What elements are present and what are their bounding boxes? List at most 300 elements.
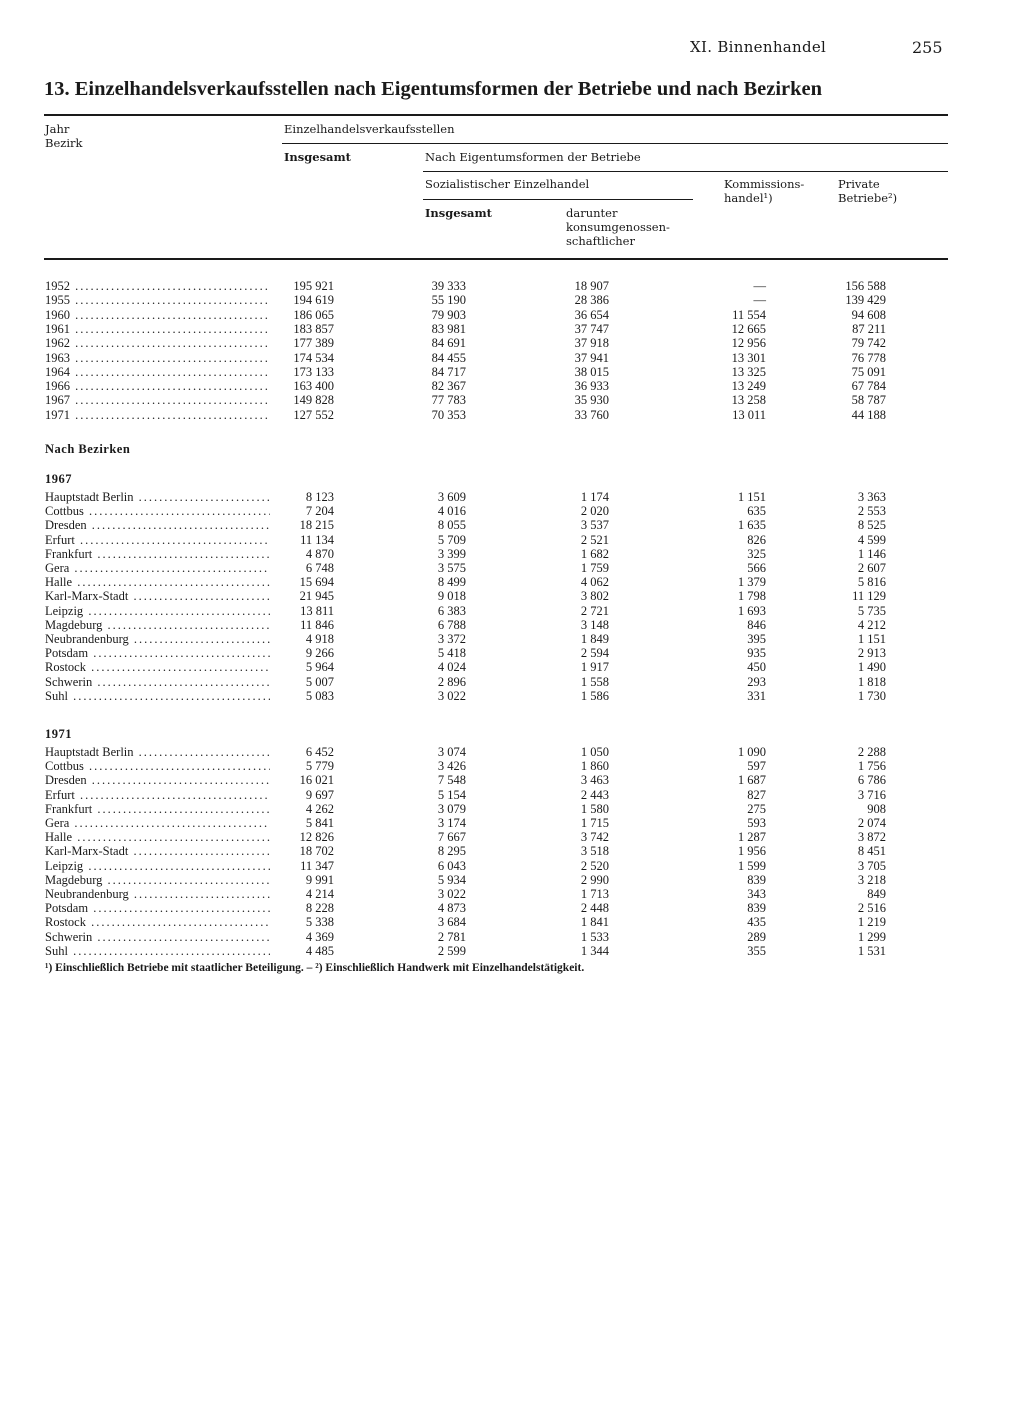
table-cell: 4 262 (305, 801, 334, 816)
table-cell: 1 693 (737, 603, 766, 618)
table-cell: 395 (747, 632, 766, 646)
header-rule-sozialistisch (423, 199, 693, 200)
row-label (45, 533, 270, 547)
table-cell: 1 756 (857, 759, 886, 774)
row-label-text: Karl-Marx-Stadt (45, 589, 129, 604)
table-cell: 83 981 (431, 321, 466, 336)
table-row (0, 660, 1024, 674)
table-cell: 3 609 (437, 490, 466, 504)
table-cell: 4 870 (305, 546, 334, 561)
table-cell: 70 353 (431, 407, 466, 422)
table-cell: 28 386 (574, 293, 609, 308)
row-label (45, 336, 270, 350)
table-row (0, 802, 1024, 816)
row-label-text: Karl-Marx-Stadt (45, 844, 129, 859)
table-cell: 2 020 (580, 504, 609, 519)
row-label-text: Cottbus (45, 759, 84, 774)
row-label (45, 915, 270, 929)
table-cell: 343 (747, 887, 766, 901)
table-cell: 1 090 (737, 745, 766, 759)
table-cell: — (753, 279, 766, 293)
table-cell: 87 211 (852, 321, 886, 336)
section-year-1967: 1967 (45, 472, 72, 486)
table-cell: 4 599 (857, 532, 886, 547)
table-cell: 3 174 (437, 816, 466, 830)
table-cell: 2 448 (580, 901, 609, 916)
row-label (45, 646, 270, 660)
table-cell: 3 537 (580, 518, 609, 533)
table-row (0, 830, 1024, 844)
table-cell: 849 (867, 887, 886, 901)
row-label-text: Frankfurt (45, 546, 93, 561)
row-label-text: Suhl (45, 688, 68, 703)
table-row (0, 293, 1024, 307)
table-cell: 5 007 (305, 674, 334, 689)
table-row (0, 844, 1024, 858)
table-cell: 3 148 (580, 617, 609, 632)
table-cell: 18 907 (574, 279, 609, 293)
table-cell: 18 215 (299, 518, 334, 533)
row-label (45, 859, 270, 873)
row-label (45, 322, 270, 336)
table-row (0, 901, 1024, 915)
table-cell: 6 748 (305, 561, 334, 575)
table-cell: 1 759 (580, 561, 609, 575)
table-cell: 84 717 (431, 364, 466, 379)
table-row (0, 745, 1024, 759)
table-cell: 1 713 (580, 887, 609, 901)
table-cell: 139 429 (845, 293, 886, 308)
table-cell: 1 586 (580, 688, 609, 703)
table-cell: 289 (747, 929, 766, 944)
table-cell: 2 599 (437, 943, 466, 958)
row-label (45, 393, 270, 407)
table-row (0, 547, 1024, 561)
table-cell: 67 784 (851, 379, 886, 394)
row-label (45, 773, 270, 787)
table-cell: 1 174 (580, 490, 609, 504)
row-label (45, 844, 270, 858)
table-cell: 9 697 (305, 787, 334, 802)
table-row (0, 533, 1024, 547)
header-einzelhandel: Einzelhandelsverkaufsstellen (284, 122, 455, 136)
row-label-text: Leipzig (45, 603, 84, 618)
table-cell: 2 594 (580, 646, 609, 661)
table-row (0, 393, 1024, 407)
table-cell: 597 (747, 759, 766, 774)
table-cell: 58 787 (851, 393, 886, 408)
table-cell: 325 (747, 546, 766, 561)
table-cell: 94 608 (851, 307, 886, 322)
row-label (45, 547, 270, 561)
row-label-text: 1952 (45, 279, 70, 293)
row-label (45, 504, 270, 518)
header-bottom-rule (44, 258, 948, 260)
table-cell: 3 742 (580, 830, 609, 845)
table-cell: 38 015 (574, 364, 609, 379)
row-label (45, 675, 270, 689)
table-cell: 5 418 (437, 646, 466, 661)
row-label-text: 1967 (45, 393, 70, 408)
table-cell: 6 383 (437, 603, 466, 618)
row-label (45, 745, 270, 759)
table-cell: 12 665 (731, 321, 766, 336)
row-label-text: Hauptstadt Berlin (45, 490, 134, 504)
table-cell: 4 214 (305, 887, 334, 901)
table-row (0, 518, 1024, 532)
table-row (0, 279, 1024, 293)
row-label-text: 1966 (45, 379, 70, 394)
row-label-text: Erfurt (45, 787, 75, 802)
table-cell: 1 050 (580, 745, 609, 759)
table-cell: 4 918 (305, 632, 334, 646)
table-row (0, 675, 1024, 689)
table-row (0, 859, 1024, 873)
page-number: 255 (912, 38, 943, 57)
row-label-text: Schwerin (45, 674, 93, 689)
row-label-text: Potsdam (45, 901, 89, 916)
table-cell: 435 (747, 915, 766, 930)
header-sozialistisch: Sozialistischer Einzelhandel (425, 177, 590, 191)
table-cell: 2 781 (437, 929, 466, 944)
row-label-text: Rostock (45, 915, 86, 930)
table-cell: 13 258 (731, 393, 766, 408)
table-row (0, 351, 1024, 365)
row-label-text: Hauptstadt Berlin (45, 745, 134, 759)
table-cell: 1 687 (737, 773, 766, 788)
table-cell: 8 451 (857, 844, 886, 859)
table-cell: 44 188 (851, 407, 886, 422)
row-label-text: Halle (45, 575, 73, 590)
table-cell: 839 (747, 872, 766, 887)
table-cell: 11 347 (300, 858, 334, 873)
table-cell: 3 022 (437, 688, 466, 703)
row-label (45, 279, 270, 293)
header-darunter-3: schaftlicher (566, 234, 635, 248)
row-label-text: 1964 (45, 364, 70, 379)
row-label (45, 308, 270, 322)
table-cell: 2 553 (857, 504, 886, 519)
table-cell: 21 945 (299, 589, 334, 604)
table-row (0, 773, 1024, 787)
table-cell: 4 212 (857, 617, 886, 632)
table-row (0, 887, 1024, 901)
table-cell: 3 802 (580, 589, 609, 604)
table-cell: 13 301 (731, 350, 766, 365)
table-cell: 2 607 (857, 561, 886, 575)
table-row (0, 930, 1024, 944)
table-cell: 3 463 (580, 773, 609, 788)
table-cell: 13 011 (732, 407, 766, 422)
table-cell: 355 (747, 943, 766, 958)
table-row (0, 561, 1024, 575)
table-row (0, 504, 1024, 518)
table-cell: 6 786 (857, 773, 886, 788)
table-cell: 79 742 (851, 336, 886, 351)
table-cell: 5 816 (857, 575, 886, 590)
row-label-text: Leipzig (45, 858, 84, 873)
table-cell: 3 518 (580, 844, 609, 859)
table-cell: 79 903 (431, 307, 466, 322)
row-label (45, 618, 270, 632)
row-label (45, 689, 270, 703)
table-cell: 1 344 (580, 943, 609, 958)
table-cell: 5 779 (305, 759, 334, 774)
table-cell: 4 024 (437, 660, 466, 675)
table-cell: 2 721 (580, 603, 609, 618)
table-cell: 183 857 (293, 321, 334, 336)
table-cell: 293 (747, 674, 766, 689)
table-title: 13. Einzelhandelsverkaufsstellen nach Eigentumsformen der Betriebe und nach Bezirken (44, 78, 823, 100)
table-cell: 1 635 (737, 518, 766, 533)
table-cell: 3 074 (437, 745, 466, 759)
table-cell: 1 490 (857, 660, 886, 675)
table-cell: 75 091 (851, 364, 886, 379)
table-cell: 5 709 (437, 532, 466, 547)
table-cell: 1 379 (737, 575, 766, 590)
header-soz-insgesamt: Insgesamt (425, 206, 492, 220)
table-cell: 2 074 (857, 816, 886, 830)
table-cell: 174 534 (293, 350, 334, 365)
table-row (0, 336, 1024, 350)
row-label (45, 816, 270, 830)
table-cell: 331 (747, 688, 766, 703)
table-cell: 2 520 (580, 858, 609, 873)
table-cell: 76 778 (851, 350, 886, 365)
row-label-text: 1971 (45, 407, 70, 422)
table-cell: 3 399 (437, 546, 466, 561)
table-cell: 36 654 (574, 307, 609, 322)
table-row (0, 322, 1024, 336)
table-cell: 4 062 (580, 575, 609, 590)
table-cell: 908 (867, 801, 886, 816)
table-cell: 6 788 (437, 617, 466, 632)
table-cell: 186 065 (293, 307, 334, 322)
table-cell: 7 204 (305, 504, 334, 519)
running-head: XI. Binnenhandel (690, 38, 827, 56)
table-cell: 450 (747, 660, 766, 675)
table-row (0, 646, 1024, 660)
footnote: ¹) Einschließlich Betriebe mit staatlicher Beteiligung. – ²) Einschließlich Handwerk mit Einzelhandelstätigkeit. (45, 962, 585, 974)
table-cell: 82 367 (431, 379, 466, 394)
table-cell: 9 991 (305, 872, 334, 887)
header-private-2: Betriebe²) (838, 191, 898, 205)
table-cell: 8 228 (305, 901, 334, 916)
table-cell: 3 684 (437, 915, 466, 930)
table-cell: 11 846 (300, 617, 334, 632)
header-bezirk: Bezirk (45, 136, 83, 150)
header-nach-eigentum: Nach Eigentumsformen der Betriebe (425, 150, 641, 164)
table-cell: 1 299 (857, 929, 886, 944)
table-cell: 1 956 (737, 844, 766, 859)
table-cell: 2 516 (857, 901, 886, 916)
table-cell: 846 (747, 617, 766, 632)
table-cell: 177 389 (293, 336, 334, 351)
table-cell: 8 123 (305, 490, 334, 504)
table-cell: 37 941 (574, 350, 609, 365)
table-cell: 1 860 (580, 759, 609, 774)
table-cell: 4 873 (437, 901, 466, 916)
table-cell: 173 133 (293, 364, 334, 379)
table-cell: 3 372 (437, 632, 466, 646)
table-cell: 4 369 (305, 929, 334, 944)
row-label (45, 365, 270, 379)
table-row (0, 689, 1024, 703)
header-kommission-1: Kommissions- (724, 177, 805, 191)
table-cell: 8 295 (437, 844, 466, 859)
table-cell: 2 288 (857, 745, 886, 759)
table-cell: 635 (747, 504, 766, 519)
table-cell: 11 554 (732, 307, 766, 322)
table-cell: 156 588 (845, 279, 886, 293)
table-cell: 935 (747, 646, 766, 661)
row-label (45, 788, 270, 802)
row-label-text: Gera (45, 816, 70, 830)
table-cell: 3 363 (857, 490, 886, 504)
table-cell: 6 452 (305, 745, 334, 759)
table-row (0, 589, 1024, 603)
table-cell: 3 716 (857, 787, 886, 802)
row-label (45, 293, 270, 307)
table-cell: 149 828 (293, 393, 334, 408)
row-label-text: Neubrandenburg (45, 887, 129, 901)
table-cell: 1 841 (580, 915, 609, 930)
table-row (0, 632, 1024, 646)
table-cell: 8 525 (857, 518, 886, 533)
table-cell: 194 619 (293, 293, 334, 308)
table-cell: 1 151 (737, 490, 766, 504)
table-cell: 5 934 (437, 872, 466, 887)
table-row (0, 618, 1024, 632)
row-label-text: Magdeburg (45, 872, 103, 887)
header-darunter-1: darunter (566, 206, 618, 220)
row-label-text: Suhl (45, 943, 68, 958)
table-cell: 1 580 (580, 801, 609, 816)
table-cell: 37 918 (574, 336, 609, 351)
table-cell: 839 (747, 901, 766, 916)
table-row (0, 365, 1024, 379)
table-row (0, 915, 1024, 929)
row-label (45, 802, 270, 816)
table-row (0, 408, 1024, 422)
table-cell: 1 715 (580, 816, 609, 830)
table-cell: 1 146 (857, 546, 886, 561)
table-cell: 84 691 (431, 336, 466, 351)
table-cell: 163 400 (293, 379, 334, 394)
table-cell: 5 083 (305, 688, 334, 703)
table-row (0, 788, 1024, 802)
table-cell: 9 018 (437, 589, 466, 604)
table-cell: 9 266 (305, 646, 334, 661)
table-cell: 1 818 (857, 674, 886, 689)
table-row (0, 944, 1024, 958)
table-cell: 55 190 (431, 293, 466, 308)
table-cell: 13 811 (300, 603, 334, 618)
table-cell: 3 872 (857, 830, 886, 845)
row-label-text: 1960 (45, 307, 70, 322)
row-label-text: Magdeburg (45, 617, 103, 632)
table-cell: 1 730 (857, 688, 886, 703)
row-label-text: Frankfurt (45, 801, 93, 816)
row-label-text: 1962 (45, 336, 70, 351)
table-cell: 5 964 (305, 660, 334, 675)
table-cell: 5 338 (305, 915, 334, 930)
table-cell: 5 154 (437, 787, 466, 802)
table-cell: 2 913 (857, 646, 886, 661)
row-label-text: Neubrandenburg (45, 632, 129, 646)
row-label-text: Potsdam (45, 646, 89, 661)
row-label-text: Erfurt (45, 532, 75, 547)
table-row (0, 575, 1024, 589)
table-cell: 5 841 (305, 816, 334, 830)
row-label-text: 1963 (45, 350, 70, 365)
table-cell: 16 021 (299, 773, 334, 788)
row-label-text: 1961 (45, 321, 70, 336)
table-cell: 13 249 (731, 379, 766, 394)
row-label (45, 759, 270, 773)
row-label-text: Gera (45, 561, 70, 575)
table-cell: 593 (747, 816, 766, 830)
row-label-text: Dresden (45, 773, 87, 788)
row-label (45, 887, 270, 901)
row-label (45, 490, 270, 504)
row-label-text: Halle (45, 830, 73, 845)
table-cell: 3 705 (857, 858, 886, 873)
header-rule-eigentum (423, 171, 948, 172)
table-row (0, 604, 1024, 618)
table-cell: 11 134 (300, 532, 334, 547)
section-heading-bezirke: Nach Bezirken (45, 442, 131, 456)
row-label (45, 930, 270, 944)
table-cell: 8 499 (437, 575, 466, 590)
table-row (0, 490, 1024, 504)
table-row (0, 873, 1024, 887)
table-cell: 3 022 (437, 887, 466, 901)
row-label-text: Cottbus (45, 504, 84, 519)
table-cell: 1 798 (737, 589, 766, 604)
header-private-1: Private (838, 177, 880, 191)
table-cell: 2 521 (580, 532, 609, 547)
table-cell: 1 287 (737, 830, 766, 845)
row-label (45, 873, 270, 887)
table-cell: 4 016 (437, 504, 466, 519)
table-cell: 3 575 (437, 561, 466, 575)
header-darunter-2: konsumgenossen- (566, 220, 670, 234)
table-cell: 8 055 (437, 518, 466, 533)
table-cell: 12 826 (299, 830, 334, 845)
table-cell: 127 552 (293, 407, 334, 422)
table-row (0, 308, 1024, 322)
table-cell: 1 682 (580, 546, 609, 561)
row-label (45, 379, 270, 393)
row-label-text: Dresden (45, 518, 87, 533)
section-year-1971: 1971 (45, 727, 72, 741)
row-label-text: 1955 (45, 293, 70, 308)
row-label (45, 351, 270, 365)
table-cell: 13 325 (731, 364, 766, 379)
table-cell: 2 990 (580, 872, 609, 887)
row-label (45, 408, 270, 422)
table-cell: 827 (747, 787, 766, 802)
table-cell: 1 219 (857, 915, 886, 930)
table-cell: 1 917 (580, 660, 609, 675)
table-cell: 11 129 (852, 589, 886, 604)
row-label (45, 901, 270, 915)
header-rule-einzelhandel (282, 143, 948, 144)
table-cell: 195 921 (293, 279, 334, 293)
table-cell: 3 426 (437, 759, 466, 774)
table-cell: 3 079 (437, 801, 466, 816)
